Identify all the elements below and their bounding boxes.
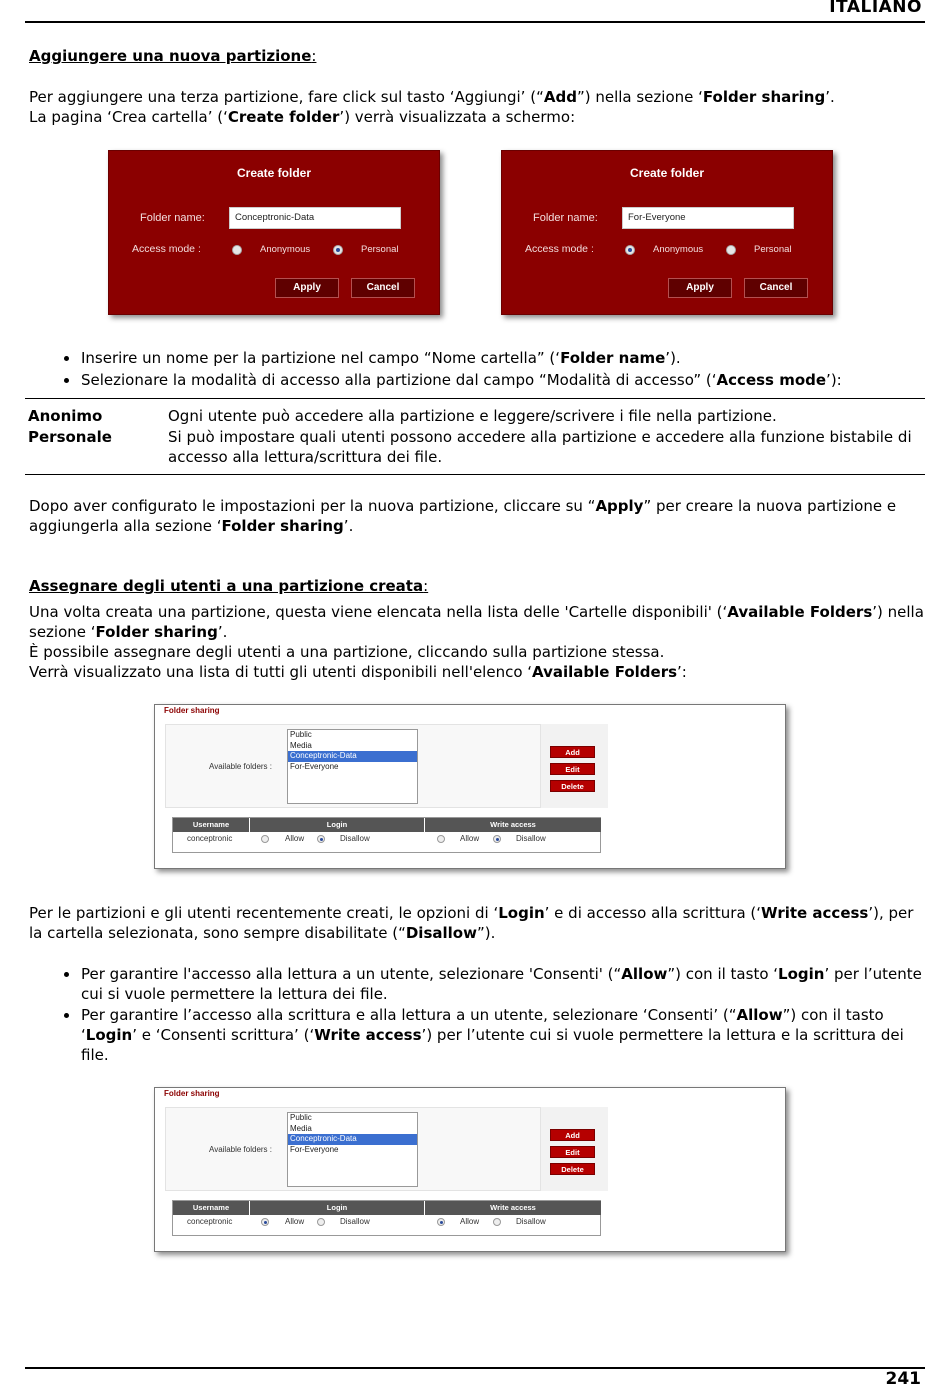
dialog-title: Create folder bbox=[629, 166, 705, 180]
bullet-read-access: Per garantire l'accesso alla lettura a un utente, selezionare 'Consenti' (“Allow”) con il tasto ‘Login’ per l’utente cui si vuole permettere la lettura dei file. bbox=[64, 964, 924, 1004]
folder-list-item[interactable]: Conceptronic-Data bbox=[288, 751, 417, 762]
bullet-write-access: Per garantire l’accesso alla scrittura e alla lettura a un utente, selezionare ‘Consenti’ (“Allow”) con il tasto ‘Login’ e ‘Consenti scrittura’ (‘Write access’) per l’utente cui si vuole permettere la lettura e la scrittura dei file. bbox=[64, 1005, 924, 1065]
write-allow-radio[interactable] bbox=[437, 835, 445, 843]
available-folders-list[interactable] bbox=[287, 1112, 418, 1187]
add-button[interactable]: Add bbox=[550, 1129, 595, 1141]
users-table bbox=[172, 817, 601, 853]
folder-sharing-panel-2 bbox=[154, 1087, 786, 1252]
login-disallow-radio[interactable] bbox=[317, 1218, 325, 1226]
term-anonymous: Anonimo bbox=[28, 407, 103, 425]
col-write-access: Write access bbox=[425, 818, 601, 832]
write-disallow-radio[interactable] bbox=[493, 835, 501, 843]
folder-name-label: Folder name: bbox=[140, 212, 205, 224]
section1-para1: Per aggiungere una terza partizione, fare click sul tasto ‘Aggiungi’ (“Add”) nella sezione ‘Folder sharing’. bbox=[29, 88, 835, 106]
access-mode-label: Access mode : bbox=[525, 243, 594, 255]
col-login: Login bbox=[250, 818, 424, 832]
available-folders-label: Available folders : bbox=[209, 1145, 272, 1154]
folder-list-item[interactable]: For-Everyone bbox=[290, 1144, 339, 1154]
edit-button[interactable]: Edit bbox=[550, 1146, 595, 1158]
def-anonymous: Ogni utente può accedere alla partizione e leggere/scrivere i file nella partizione. bbox=[168, 407, 777, 425]
login-allow-radio[interactable] bbox=[261, 835, 269, 843]
panel-title: Folder sharing bbox=[164, 1089, 220, 1098]
username-cell: conceptronic bbox=[187, 1217, 233, 1226]
anonymous-radio[interactable] bbox=[625, 245, 635, 255]
available-folders-label: Available folders : bbox=[209, 762, 272, 771]
anonymous-label: Anonymous bbox=[260, 244, 311, 255]
section2-para3: Verrà visualizzato una lista di tutti gli utenti disponibili nell'elenco ‘Available Folders’: bbox=[29, 663, 687, 681]
col-username: Username bbox=[173, 818, 249, 832]
username-cell: conceptronic bbox=[187, 834, 233, 843]
bullet-folder-name: Inserire un nome per la partizione nel campo “Nome cartella” (‘Folder name’). bbox=[64, 348, 924, 368]
definitions-top-rule bbox=[25, 398, 925, 399]
edit-button[interactable]: Edit bbox=[550, 763, 595, 775]
write-disallow-radio[interactable] bbox=[493, 1218, 501, 1226]
write-disallow-label: Disallow bbox=[516, 834, 546, 843]
term-personal: Personale bbox=[28, 428, 112, 446]
login-disallow-label: Disallow bbox=[340, 1217, 370, 1226]
create-folder-dialog-2 bbox=[501, 150, 833, 315]
header-language: ITALIANO bbox=[829, 0, 922, 17]
anonymous-label: Anonymous bbox=[653, 244, 704, 255]
delete-button[interactable]: Delete bbox=[550, 1163, 595, 1175]
panel-title: Folder sharing bbox=[164, 706, 220, 715]
section2-para4: Per le partizioni e gli utenti recentemente creati, le opzioni di ‘Login’ e di accesso alla scrittura (‘Write access’), per la cartella selezionata, sono sempre disabilitate (“Disallow”). bbox=[29, 904, 914, 942]
footer-rule bbox=[25, 1367, 925, 1369]
col-login: Login bbox=[250, 1201, 424, 1215]
login-allow-label: Allow bbox=[285, 834, 305, 843]
users-table bbox=[172, 1200, 601, 1236]
anonymous-radio[interactable] bbox=[232, 245, 242, 255]
section2-para1: Una volta creata una partizione, questa viene elencata nella lista delle 'Cartelle disponibili' (‘Available Folders’) nella sezione ‘Folder sharing’. bbox=[29, 603, 924, 641]
folder-list-item[interactable]: Media bbox=[290, 740, 312, 750]
section1-heading: Aggiungere una nuova partizione: bbox=[29, 47, 317, 65]
personal-label: Personal bbox=[754, 244, 792, 255]
definitions-bottom-rule bbox=[25, 474, 925, 475]
folder-list-item[interactable]: Public bbox=[290, 730, 312, 739]
personal-radio[interactable] bbox=[726, 245, 736, 255]
add-button[interactable]: Add bbox=[550, 746, 595, 758]
page-number: 241 bbox=[885, 1369, 921, 1388]
folder-list-item[interactable]: Media bbox=[290, 1123, 312, 1133]
login-disallow-label: Disallow bbox=[340, 834, 370, 843]
col-username: Username bbox=[173, 1201, 249, 1215]
folder-name-input[interactable]: Conceptronic-Data bbox=[229, 207, 401, 229]
access-mode-label: Access mode : bbox=[132, 243, 201, 255]
folder-name-input[interactable]: For-Everyone bbox=[622, 207, 794, 229]
login-allow-radio[interactable] bbox=[261, 1218, 269, 1226]
login-disallow-radio[interactable] bbox=[317, 835, 325, 843]
apply-button[interactable]: Apply bbox=[668, 278, 732, 298]
section2-para2: È possibile assegnare degli utenti a una partizione, cliccando sulla partizione stessa. bbox=[29, 643, 665, 661]
delete-button[interactable]: Delete bbox=[550, 780, 595, 792]
folder-list-item[interactable]: Conceptronic-Data bbox=[288, 1134, 417, 1145]
section1-para2: La pagina ‘Crea cartella’ (‘Create folder’) verrà visualizzata a schermo: bbox=[29, 108, 576, 126]
folder-name-label: Folder name: bbox=[533, 212, 598, 224]
folder-list-item[interactable]: Public bbox=[290, 1113, 312, 1122]
header-rule bbox=[25, 21, 925, 23]
section1-closing-para: Dopo aver configurato le impostazioni per la nuova partizione, cliccare su “Apply” per creare la nuova partizione e aggiungerla alla sezione ‘Folder sharing’. bbox=[29, 497, 897, 535]
write-allow-radio[interactable] bbox=[437, 1218, 445, 1226]
folder-sharing-panel-1 bbox=[154, 704, 786, 869]
def-personal: Si può impostare quali utenti possono accedere alla partizione e accedere alla funzione bistabile di accesso alla lettura/scrittura dei file. bbox=[168, 428, 912, 466]
apply-button[interactable]: Apply bbox=[275, 278, 339, 298]
login-allow-label: Allow bbox=[285, 1217, 305, 1226]
write-disallow-label: Disallow bbox=[516, 1217, 546, 1226]
personal-radio[interactable] bbox=[333, 245, 343, 255]
folder-list-item[interactable]: For-Everyone bbox=[290, 761, 339, 771]
cancel-button[interactable]: Cancel bbox=[744, 278, 808, 298]
personal-label: Personal bbox=[361, 244, 399, 255]
write-allow-label: Allow bbox=[460, 1217, 480, 1226]
section2-heading: Assegnare degli utenti a una partizione creata: bbox=[29, 577, 429, 595]
col-write-access: Write access bbox=[425, 1201, 601, 1215]
available-folders-list[interactable] bbox=[287, 729, 418, 804]
create-folder-dialog-1 bbox=[108, 150, 440, 315]
write-allow-label: Allow bbox=[460, 834, 480, 843]
dialog-title: Create folder bbox=[236, 166, 312, 180]
cancel-button[interactable]: Cancel bbox=[351, 278, 415, 298]
bullet-access-mode: Selezionare la modalità di accesso alla partizione dal campo “Modalità di accesso” (‘Access mode’): bbox=[64, 370, 924, 390]
